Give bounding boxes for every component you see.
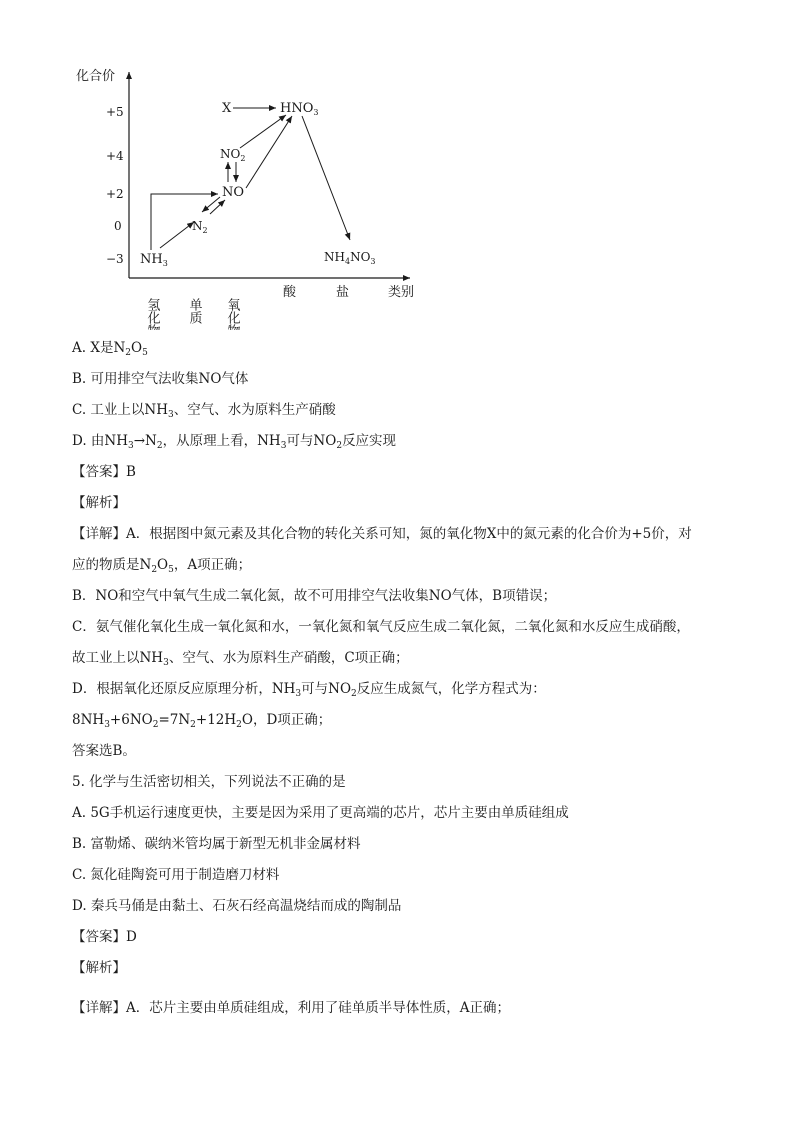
q5-detail-line1: 【详解】A．芯片主要由单质硅组成，利用了硅单质半导体性质，A正确； bbox=[72, 1000, 510, 1016]
nitrogen-valence-diagram bbox=[70, 60, 430, 334]
y-axis-label: 化合价 bbox=[76, 69, 116, 84]
q5-option-b: B. 富勒烯、碳纳米管均属于新型无机非金属材料 bbox=[72, 836, 361, 852]
x-cat-hydride: 氢化物 bbox=[144, 298, 160, 330]
species-no: NO bbox=[222, 185, 245, 200]
x-cat-salt: 盐 bbox=[336, 285, 350, 300]
y-tick-plus5: +5 bbox=[106, 105, 124, 119]
q4-detail-line1: 【详解】A．根据图中氮元素及其化合物的转化关系可知，氮的氧化物X中的氮元素的化合价为+5价，对 bbox=[72, 526, 692, 542]
q4-detail-line2: 应的物质是$N_2O_5$，A项正确； bbox=[72, 557, 252, 575]
x-cat-oxide: 氧化物 bbox=[224, 298, 240, 330]
species-nh4no3: $NH_4NO_3$ bbox=[324, 250, 376, 266]
arrow-no-to-n2 bbox=[202, 197, 220, 212]
q5-answer: 【答案】D bbox=[72, 929, 137, 945]
species-nh3: $NH_3$ bbox=[140, 252, 168, 268]
q4-detail-line3: B．NO和空气中氧气生成二氧化氮，故不可用排空气法收集NO气体，B项错误； bbox=[72, 588, 557, 604]
diagram-svg bbox=[70, 60, 430, 330]
q4-conclusion: 答案选B。 bbox=[72, 743, 136, 759]
arrow-nh3-to-no-box bbox=[151, 194, 218, 250]
q4-answer: 【答案】B bbox=[72, 464, 136, 480]
species-n2: $N_2$ bbox=[192, 219, 208, 235]
species-x: X bbox=[222, 101, 232, 116]
arrow-no2-to-hno3 bbox=[240, 115, 286, 148]
y-tick-plus4: +4 bbox=[106, 149, 124, 163]
q4-detail-line6: D．根据氧化还原反应原理分析，$NH_3$可与$NO_2$反应生成氮气，化学方程式为： bbox=[72, 681, 546, 699]
q5-option-c: C. 氮化硅陶瓷可用于制造磨刀材料 bbox=[72, 867, 280, 883]
x-cat-element: 单质 bbox=[186, 298, 202, 324]
q5-option-a: A. 5G手机运行速度更快，主要是因为采用了更高端的芯片，芯片主要由单质硅组成 bbox=[72, 805, 569, 821]
arrow-hno3-to-nh4no3 bbox=[302, 116, 350, 240]
arrow-nh3-to-n2 bbox=[160, 222, 194, 248]
q4-analysis-heading: 【解析】 bbox=[72, 495, 126, 511]
q4-detail-line5: 故工业上以$NH_3$、空气、水为原料生产硝酸，C项正确； bbox=[72, 650, 409, 668]
q4-option-c: C. 工业上以$NH_3$、空气、水为原料生产硝酸 bbox=[72, 402, 336, 420]
q5-option-d: D. 秦兵马俑是由黏土、石灰石经高温烧结而成的陶制品 bbox=[72, 898, 402, 914]
q5-analysis-heading: 【解析】 bbox=[72, 960, 126, 976]
x-axis-label: 类别 bbox=[388, 285, 415, 300]
q4-equation: $8NH_3+6NO_2=7N_2+12H_2O$，D项正确； bbox=[72, 712, 332, 730]
species-hno3: $HNO_3$ bbox=[280, 101, 319, 117]
arrow-n2-to-no bbox=[210, 200, 225, 214]
q4-detail-line4: C．氨气催化氧化生成一氧化氮和水，一氧化氮和氧气反应生成二氧化氮，二氧化氮和水反应生成硝酸， bbox=[72, 619, 690, 635]
y-tick-plus2: +2 bbox=[106, 187, 124, 201]
y-tick-minus3: −3 bbox=[106, 252, 124, 266]
q4-option-b: B. 可用排空气法收集NO气体 bbox=[72, 371, 249, 387]
y-tick-zero: 0 bbox=[114, 219, 122, 233]
q5-stem: 5. 化学与生活密切相关，下列说法不正确的是 bbox=[72, 774, 346, 790]
q4-option-a: A. X是$N_2O_5$ bbox=[72, 340, 148, 358]
x-cat-acid: 酸 bbox=[283, 285, 297, 300]
q4-option-d: D. 由$NH_3\to N_2$，从原理上看，$NH_3$可与$NO_2$反应实现 bbox=[72, 433, 397, 451]
species-no2: $NO_2$ bbox=[220, 147, 246, 163]
